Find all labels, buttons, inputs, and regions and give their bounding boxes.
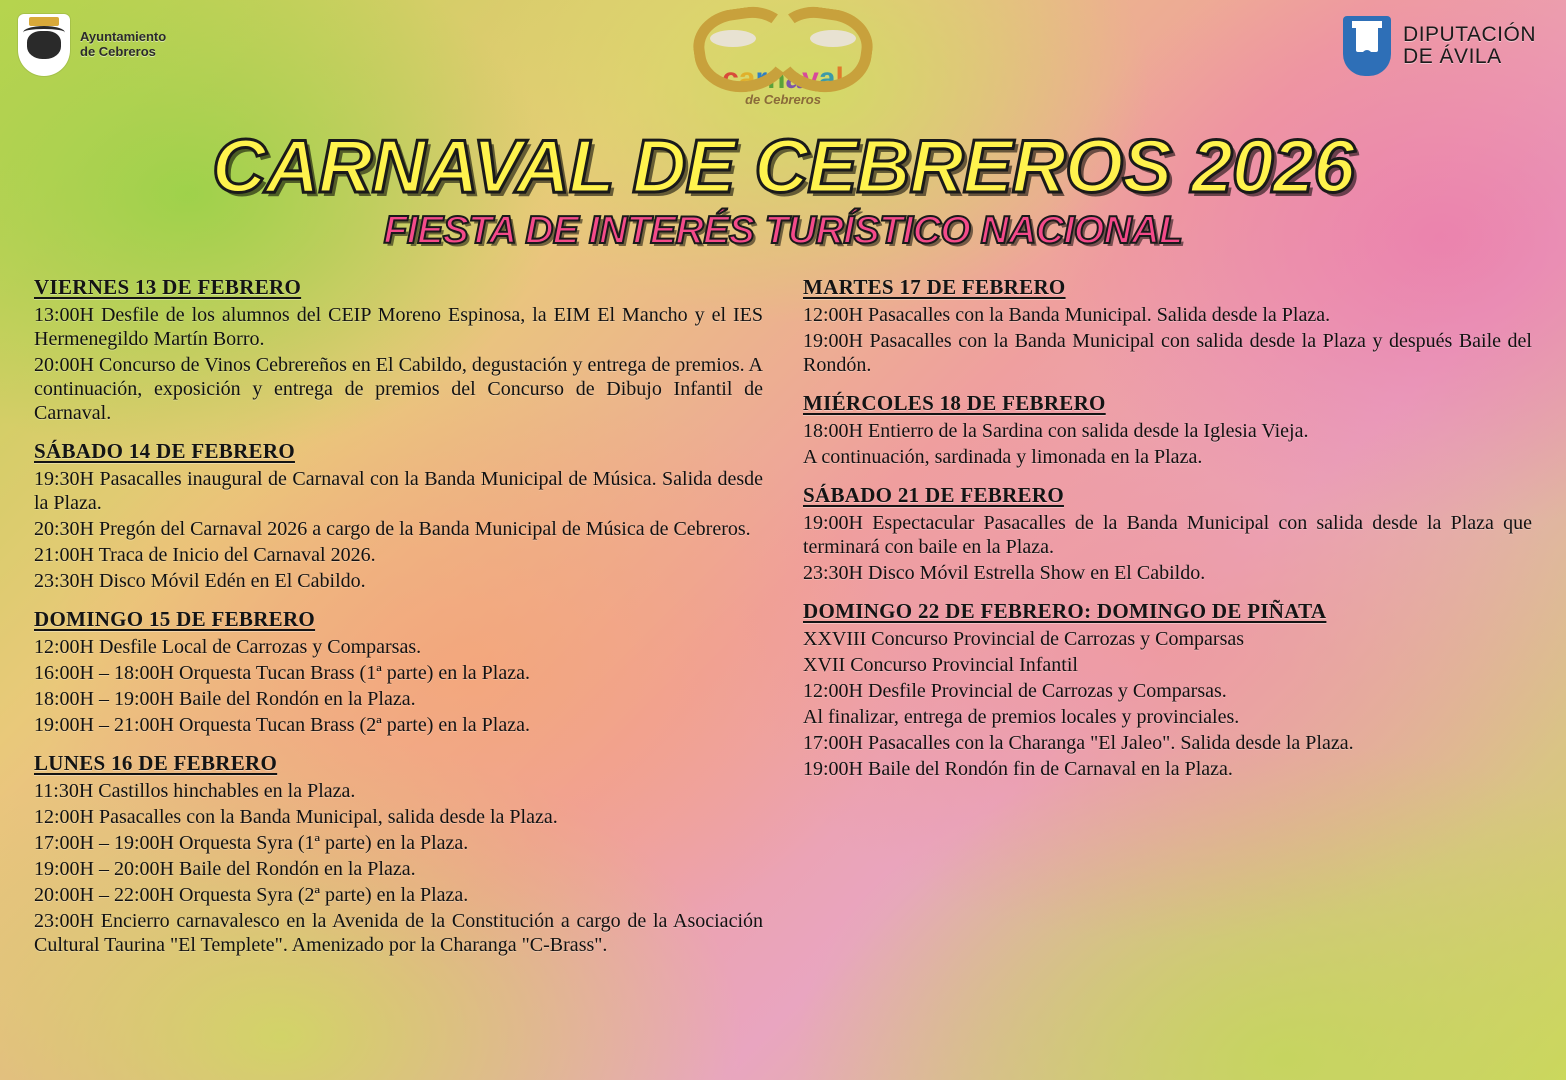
event-item: 20:30H Pregón del Carnaval 2026 a cargo de la Banda Municipal de Música de Cebreros. [34, 517, 751, 540]
event-item: 12:00H Pasacalles con la Banda Municipal. Salida desde la Plaza. [803, 303, 1331, 326]
event-item: 23:30H Disco Móvil Edén en El Cabildo. [34, 569, 366, 592]
day-block [34, 607, 763, 737]
diputacion-avila-shield-icon [1343, 16, 1391, 76]
diputacion-logo [1343, 16, 1536, 76]
town-hall-label [80, 30, 166, 59]
cebreros-coat-of-arms-icon [18, 14, 70, 76]
carnaval-logo-subtitle: de Cebreros [745, 92, 821, 107]
event-item: 19:00H – 21:00H Orquesta Tucan Brass (2ª parte) en la Plaza. [34, 713, 530, 736]
page-subtitle: FIESTA DE INTERÉS TURÍSTICO NACIONAL [383, 208, 1183, 252]
diputacion-label [1403, 24, 1536, 69]
event-item: 18:00H Entierro de la Sardina con salida desde la Iglesia Vieja. [803, 419, 1309, 442]
town-hall-line1: Ayuntamiento [80, 29, 167, 45]
event-item: 21:00H Traca de Inicio del Carnaval 2026. [34, 543, 376, 566]
day-heading: MIÉRCOLES 18 DE FEBRERO [803, 390, 1106, 415]
town-hall-logo [18, 14, 166, 76]
event-item: 17:00H – 19:00H Orquesta Syra (1ª parte) en la Plaza. [34, 831, 469, 854]
diputacion-line2: DE ÁVILA [1403, 45, 1502, 68]
event-item: 20:00H – 22:00H Orquesta Syra (2ª parte) en la Plaza. [34, 883, 469, 906]
event-item: 19:00H Baile del Rondón fin de Carnaval en la Plaza. [803, 757, 1233, 780]
event-item: 17:00H Pasacalles con la Charanga "El Jaleo". Salida desde la Plaza. [803, 731, 1354, 754]
poster-header [0, 0, 1566, 130]
program-columns [0, 253, 1566, 971]
event-item: 12:00H Desfile Local de Carrozas y Comparsas. [34, 635, 422, 658]
event-item: 16:00H – 18:00H Orquesta Tucan Brass (1ª parte) en la Plaza. [34, 661, 530, 684]
event-item: A continuación, sardinada y limonada en la Plaza. [803, 445, 1203, 468]
day-heading: SÁBADO 14 DE FEBRERO [34, 438, 295, 463]
day-block [34, 275, 763, 425]
day-heading: DOMINGO 22 DE FEBRERO: DOMINGO DE PIÑATA [803, 598, 1327, 623]
event-item: 11:30H Castillos hinchables en la Plaza. [34, 779, 356, 802]
carnaval-logo [678, 2, 888, 128]
event-item: 12:00H Pasacalles con la Banda Municipal, salida desde la Plaza. [34, 805, 558, 828]
event-item: XVII Concurso Provincial Infantil [803, 653, 1078, 676]
day-block [34, 751, 763, 957]
carnaval-logo-word: carnaval [722, 62, 844, 95]
day-heading: SÁBADO 21 DE FEBRERO [803, 482, 1064, 507]
event-item: 19:00H – 20:00H Baile del Rondón en la Plaza. [34, 857, 416, 880]
event-item: 13:00H Desfile de los alumnos del CEIP Moreno Espinosa, la EIM El Mancho y el IES Hermenegildo Martín Borro. [34, 303, 763, 350]
program-left-column [34, 275, 763, 971]
day-block [803, 483, 1532, 585]
event-item: 19:00H Espectacular Pasacalles de la Banda Municipal con salida desde la Plaza que terminará con baile en la Plaza. [803, 511, 1532, 558]
day-heading: VIERNES 13 DE FEBRERO [34, 274, 302, 299]
event-item: 12:00H Desfile Provincial de Carrozas y Comparsas. [803, 679, 1227, 702]
event-item: 23:00H Encierro carnavalesco en la Avenida de la Constitución a cargo de la Asociación Cultural Taurina "El Templete". Amenizado por la Charanga "C-Brass". [34, 909, 763, 956]
event-item: 20:00H Concurso de Vinos Cebrereños en El Cabildo, degustación y entrega de premios. A continuación, exposición y entrega de premios del Concurso de Dibujo Infantil de Carnaval. [34, 353, 763, 424]
day-heading: DOMINGO 15 DE FEBRERO [34, 606, 316, 631]
event-item: Al finalizar, entrega de premios locales y provinciales. [803, 705, 1240, 728]
event-item: 19:30H Pasacalles inaugural de Carnaval con la Banda Municipal de Música. Salida desde la Plaza. [34, 467, 763, 514]
event-item: XXVIII Concurso Provincial de Carrozas y Comparsas [803, 627, 1245, 650]
event-item: 18:00H – 19:00H Baile del Rondón en la Plaza. [34, 687, 416, 710]
event-item: 19:00H Pasacalles con la Banda Municipal con salida desde la Plaza y después Baile del Rondón. [803, 329, 1532, 376]
day-block [803, 599, 1532, 781]
event-item: 23:30H Disco Móvil Estrella Show en El Cabildo. [803, 561, 1206, 584]
carnival-mask-icon [688, 2, 878, 82]
day-block [34, 439, 763, 593]
day-heading: LUNES 16 DE FEBRERO [34, 750, 278, 775]
diputacion-line1: DIPUTACIÓN [1403, 22, 1536, 46]
day-heading: MARTES 17 DE FEBRERO [803, 274, 1066, 299]
day-block [803, 275, 1532, 377]
day-block [803, 391, 1532, 469]
page-title: CARNAVAL DE CEBREROS 2026 [212, 124, 1354, 208]
program-right-column [803, 275, 1532, 971]
town-hall-line2: de Cebreros [80, 44, 156, 59]
